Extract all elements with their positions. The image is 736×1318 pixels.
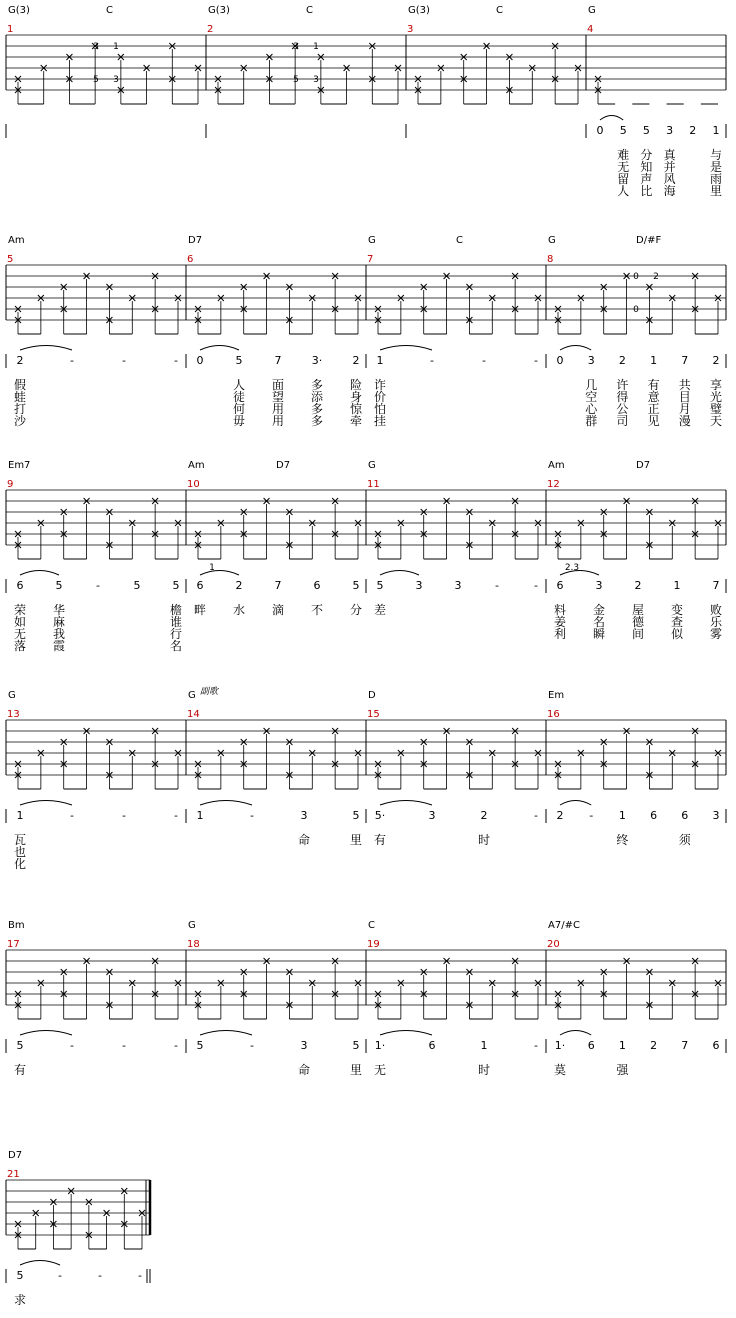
lyric-char: 公 [616, 402, 629, 416]
lyric-char: 璧 [709, 402, 723, 416]
jianpu-note: 7 [681, 1039, 689, 1052]
measure-number: 15 [367, 709, 380, 720]
fret-number: 1 [113, 42, 119, 52]
measure-number: 6 [187, 254, 194, 265]
jianpu-note: 6 [587, 1039, 595, 1052]
lyric-char: 蛙 [13, 390, 27, 404]
jianpu-note: 3 [300, 809, 308, 822]
lyric-char: 多 [310, 402, 324, 416]
lyric-char: 得 [616, 390, 629, 404]
lyric-char: 德 [631, 615, 645, 629]
jianpu-note: 1 [376, 354, 384, 367]
lyric-char: 声 [640, 172, 653, 186]
jianpu-note: 2 [712, 354, 720, 367]
slur [560, 346, 591, 351]
lyric-char: 终 [616, 833, 629, 847]
jianpu-note: 1 [480, 1039, 488, 1052]
jianpu-note: 6 [313, 579, 321, 592]
lyric-char: 屋 [631, 603, 645, 617]
lyric-char: 华 [52, 603, 66, 617]
lyric-char: 谁 [169, 615, 183, 629]
fret-number: 3 [93, 42, 99, 52]
lyric-char: 强 [616, 1063, 629, 1077]
jianpu-note: 7 [681, 354, 689, 367]
chord-name: Am [8, 235, 25, 246]
lyric-char: 比 [640, 184, 653, 198]
lyric-char: 群 [585, 414, 598, 428]
jianpu-dash: - [589, 809, 594, 822]
chord-name: Am [548, 460, 565, 471]
lyric-char: 瓦 [13, 833, 27, 847]
jianpu-dash: - [534, 354, 538, 367]
lyric-char: 享 [709, 378, 723, 392]
jianpu-note: 5 [352, 1039, 360, 1052]
lyric-char: 挂 [373, 414, 387, 428]
fret-number: 3 [313, 75, 319, 85]
lyric-char: 怕 [373, 402, 387, 416]
jianpu-note: 5 [133, 579, 141, 592]
chord-name: D7 [636, 460, 651, 471]
jianpu-dash: - [98, 1269, 102, 1282]
lyric-char: 求 [13, 1293, 27, 1307]
lyric-char: 霞 [52, 639, 66, 653]
chord-name: D7 [276, 460, 291, 471]
jianpu-note: 5 [16, 1269, 24, 1282]
jianpu-note: 2 [650, 1039, 658, 1052]
lyric-char: 与 [709, 148, 723, 162]
lyric-char: 无 [617, 160, 630, 174]
jianpu-note: 6 [196, 579, 204, 592]
jianpu-dash: - [250, 1039, 254, 1052]
jianpu-note: 3 [666, 124, 674, 137]
lyric-char: 分 [349, 603, 363, 617]
chord-name: Am [188, 460, 205, 471]
lyric-char: 分 [640, 148, 653, 162]
lyric-char: 畔 [193, 603, 207, 617]
jianpu-note: 1· [554, 1039, 566, 1052]
lyric-char: 留 [617, 172, 630, 186]
lyric-char: 命 [297, 1063, 311, 1077]
lyric-char: 真 [663, 148, 676, 162]
lyric-char: 惊 [349, 402, 363, 416]
slur [200, 1031, 252, 1036]
lyric-char: 人 [232, 378, 246, 392]
jianpu-note: 5 [235, 354, 243, 367]
chord-name: C [106, 5, 113, 16]
jianpu-dash: - [138, 1269, 142, 1282]
lyric-char: 无 [373, 1063, 387, 1077]
lyric-char: 望 [271, 390, 285, 404]
lyric-char: 打 [13, 402, 27, 416]
lyric-char: 身 [349, 390, 363, 404]
fret-number: 1 [313, 42, 319, 52]
measure-number: 13 [7, 709, 20, 720]
jianpu-note: 5 [55, 579, 63, 592]
chord-name: G [188, 920, 196, 931]
fret-number: 3 [113, 75, 119, 85]
chord-name: G [368, 460, 376, 471]
lyric-char: 化 [13, 857, 27, 871]
chord-name: D7 [188, 235, 203, 246]
jianpu-note: 1· [374, 1039, 386, 1052]
measure-number: 18 [187, 939, 200, 950]
lyric-char: 命 [297, 833, 311, 847]
section-label: 副歌 [200, 687, 219, 697]
measure-number: 3 [407, 24, 414, 35]
lyric-char: 雾 [709, 627, 723, 641]
lyric-char: 滴 [271, 603, 285, 617]
jianpu-note: 5 [642, 124, 650, 137]
measure-number: 20 [547, 939, 560, 950]
measure-number: 7 [367, 254, 374, 265]
chord-name: G [588, 5, 596, 16]
lyric-char: 名 [592, 615, 606, 629]
jianpu-dash: - [122, 354, 126, 367]
jianpu-dash: - [96, 579, 100, 592]
slur [560, 801, 591, 806]
jianpu-dash: - [174, 354, 178, 367]
slur [380, 1031, 432, 1036]
jianpu-note: 3 [454, 579, 462, 592]
jianpu-note: 2 [556, 809, 564, 822]
lyric-char: 是 [709, 160, 723, 174]
jianpu-note: 6 [681, 809, 689, 822]
jianpu-note: 3 [428, 809, 436, 822]
fret-number: 0 [633, 272, 639, 282]
slur [20, 571, 59, 576]
lyric-char: 海 [663, 184, 676, 198]
jianpu-note: 0 [196, 354, 204, 367]
lyric-char: 共 [678, 378, 691, 392]
slur [20, 346, 72, 351]
jianpu-note: 2 [618, 354, 626, 367]
jianpu-note: 3 [300, 1039, 308, 1052]
lyric-char: 姜 [553, 615, 567, 629]
lyric-char: 漫 [678, 414, 691, 428]
measure-number: 16 [547, 709, 560, 720]
lyric-char: 用 [271, 402, 285, 416]
measure-number: 9 [7, 479, 14, 490]
lyric-char: 多 [310, 378, 324, 392]
lyric-char: 檐 [169, 603, 183, 617]
fret-number: 5 [293, 75, 299, 85]
chord-name: D [368, 690, 376, 701]
lyric-char: 差 [373, 603, 387, 617]
lyric-char: 有 [647, 378, 660, 392]
lyric-char: 里 [349, 1063, 363, 1077]
lyric-char: 乐 [709, 615, 723, 629]
jianpu-note: 6 [556, 579, 564, 592]
jianpu-note: 5 [352, 809, 360, 822]
chord-name: C [306, 5, 313, 16]
lyric-char: 光 [709, 390, 723, 404]
fret-number: 5 [93, 75, 99, 85]
chord-name: G(3) [8, 5, 30, 16]
lyric-char: 正 [647, 402, 660, 416]
lyric-char: 月 [678, 402, 691, 416]
jianpu-dash: - [174, 1039, 178, 1052]
lyric-char: 败 [709, 603, 723, 617]
jianpu-note: 1 [712, 124, 720, 137]
jianpu-note: 7 [274, 579, 282, 592]
measure-number: 5 [7, 254, 14, 265]
jianpu-note: 2 [352, 354, 360, 367]
lyric-char: 假 [13, 378, 27, 392]
chord-name: A7/#C [548, 920, 580, 931]
lyric-char: 司 [616, 414, 629, 428]
lyric-char: 也 [13, 845, 27, 859]
lyric-char: 见 [647, 414, 660, 428]
jianpu-note: 1 [196, 809, 204, 822]
fret-number: 3 [293, 42, 299, 52]
lyric-char: 行 [169, 627, 183, 641]
jianpu-note: 5 [16, 1039, 24, 1052]
chord-name: G [8, 690, 16, 701]
jianpu-dash: - [534, 809, 538, 822]
tab-fingering-note: 1 [209, 563, 215, 573]
slur [20, 1031, 72, 1036]
jianpu-note: 1 [673, 579, 681, 592]
tab-fingering-note: 2.3 [564, 563, 580, 573]
lyric-char: 面 [271, 378, 285, 392]
jianpu-note: 7 [274, 354, 282, 367]
fret-number: 0 [633, 305, 639, 315]
chord-name: C [496, 5, 503, 16]
jianpu-dash: - [430, 354, 434, 367]
jianpu-note: 5 [619, 124, 627, 137]
lyric-char: 似 [670, 627, 684, 641]
lyric-char: 并 [663, 160, 676, 174]
lyric-char: 瞬 [592, 627, 606, 641]
lyric-char: 目 [678, 390, 691, 404]
jianpu-note: 3 [587, 354, 595, 367]
jianpu-note: 0 [556, 354, 564, 367]
chord-name: Em [548, 690, 565, 701]
chord-name: G [368, 235, 376, 246]
slur [20, 1261, 60, 1266]
jianpu-note: 2 [689, 124, 697, 137]
measure-number: 1 [7, 24, 14, 35]
jianpu-note: 6 [650, 809, 658, 822]
jianpu-dash: - [174, 809, 178, 822]
lyric-char: 知 [640, 160, 653, 174]
lyric-char: 天 [709, 414, 723, 428]
lyric-char: 用 [271, 414, 285, 428]
slur [200, 346, 239, 351]
jianpu-dash: - [495, 579, 499, 592]
lyric-char: 多 [310, 414, 324, 428]
jianpu-dash: - [122, 809, 126, 822]
measure-number: 8 [547, 254, 554, 265]
jianpu-note: 6 [712, 1039, 720, 1052]
slur [560, 1031, 591, 1036]
chord-name: Em7 [8, 460, 31, 471]
measure-number: 19 [367, 939, 380, 950]
jianpu-note: 1 [618, 1039, 626, 1052]
lyric-char: 时 [477, 1063, 491, 1077]
chord-name: G(3) [208, 5, 230, 16]
lyric-char: 许 [616, 378, 629, 392]
lyric-char: 心 [585, 402, 598, 416]
lyric-char: 我 [52, 627, 66, 641]
jianpu-note: 2 [16, 354, 24, 367]
jianpu-note: 6 [16, 579, 24, 592]
lyric-char: 牵 [349, 414, 363, 428]
jianpu-note: 6 [428, 1039, 436, 1052]
lyric-char: 有 [373, 833, 387, 847]
lyric-char: 沙 [13, 414, 27, 428]
jianpu-dash: - [534, 579, 538, 592]
lyric-char: 无 [13, 627, 27, 641]
lyric-char: 时 [477, 833, 491, 847]
jianpu-note: 0 [596, 124, 604, 137]
jianpu-note: 1 [650, 354, 658, 367]
lyric-char: 毋 [232, 414, 246, 428]
lyric-char: 莫 [553, 1063, 567, 1077]
measure-number: 12 [547, 479, 560, 490]
jianpu-dash: - [70, 354, 74, 367]
jianpu-note: 2 [480, 809, 488, 822]
jianpu-dash: - [250, 809, 254, 822]
jianpu-note: 5 [376, 579, 384, 592]
lyric-char: 有 [13, 1063, 27, 1077]
lyric-char: 风 [663, 172, 676, 186]
lyric-char: 麻 [52, 615, 66, 629]
jianpu-note: 5 [196, 1039, 204, 1052]
jianpu-note: 3 [415, 579, 423, 592]
lyric-char: 间 [631, 627, 645, 641]
measure-number: 2 [207, 24, 214, 35]
lyric-char: 里 [349, 833, 363, 847]
lyric-char: 荣 [13, 603, 27, 617]
lyric-char: 人 [617, 184, 630, 198]
measure-number: 17 [7, 939, 20, 950]
lyric-char: 利 [553, 627, 567, 641]
chord-name: Bm [8, 920, 25, 931]
chord-name: G [548, 235, 556, 246]
jianpu-note: 1 [618, 809, 626, 822]
slur [600, 116, 623, 121]
jianpu-note: 2 [235, 579, 243, 592]
jianpu-note: 5· [374, 809, 386, 822]
lyric-char: 须 [678, 833, 691, 847]
jianpu-note: 7 [712, 579, 720, 592]
slur [200, 801, 252, 806]
lyric-char: 空 [585, 390, 598, 404]
measure-number: 21 [7, 1169, 20, 1180]
measure-number: 4 [587, 24, 594, 35]
chord-name: D7 [8, 1150, 23, 1161]
lyric-char: 徒 [232, 390, 246, 404]
lyric-char: 查 [670, 615, 684, 629]
chord-name: D/#F [636, 235, 662, 246]
lyric-char: 落 [13, 639, 27, 653]
lyric-char: 水 [232, 603, 246, 617]
lyric-char: 诈 [373, 378, 387, 392]
slur [380, 346, 432, 351]
lyric-char: 如 [13, 615, 27, 629]
jianpu-dash: - [482, 354, 486, 367]
slur [380, 801, 432, 806]
lyric-char: 险 [349, 378, 363, 392]
lyric-char: 何 [232, 402, 246, 416]
jianpu-note: 3 [712, 809, 720, 822]
fret-number: 2 [653, 272, 659, 282]
measure-number: 11 [367, 479, 380, 490]
jianpu-dash: - [70, 1039, 74, 1052]
lyric-char: 不 [310, 603, 324, 617]
jianpu-note: 5 [172, 579, 180, 592]
lyric-char: 添 [310, 390, 324, 404]
lyric-char: 金 [592, 603, 606, 617]
lyric-char: 里 [709, 184, 723, 198]
lyric-char: 几 [585, 378, 598, 392]
slur [200, 571, 239, 576]
jianpu-dash: - [534, 1039, 538, 1052]
jianpu-dash: - [58, 1269, 62, 1282]
measure-number: 10 [187, 479, 200, 490]
chord-name: C [368, 920, 375, 931]
jianpu-note: 3 [595, 579, 603, 592]
jianpu-dash: - [122, 1039, 126, 1052]
measure-number: 14 [187, 709, 200, 720]
slur [20, 801, 72, 806]
lyric-char: 雨 [709, 172, 723, 186]
chord-name: G [188, 690, 196, 701]
lyric-char: 价 [373, 390, 387, 404]
jianpu-note: 5 [352, 579, 360, 592]
jianpu-dash: - [70, 809, 74, 822]
lyric-char: 意 [647, 390, 660, 404]
lyric-char: 料 [553, 603, 567, 617]
slur [380, 571, 419, 576]
lyric-char: 难 [617, 148, 630, 162]
jianpu-note: 3· [311, 354, 323, 367]
chord-name: C [456, 235, 463, 246]
jianpu-note: 2 [634, 579, 642, 592]
lyric-char: 名 [169, 639, 183, 653]
jianpu-note: 1 [16, 809, 24, 822]
chord-name: G(3) [408, 5, 430, 16]
lyric-char: 变 [670, 603, 684, 617]
